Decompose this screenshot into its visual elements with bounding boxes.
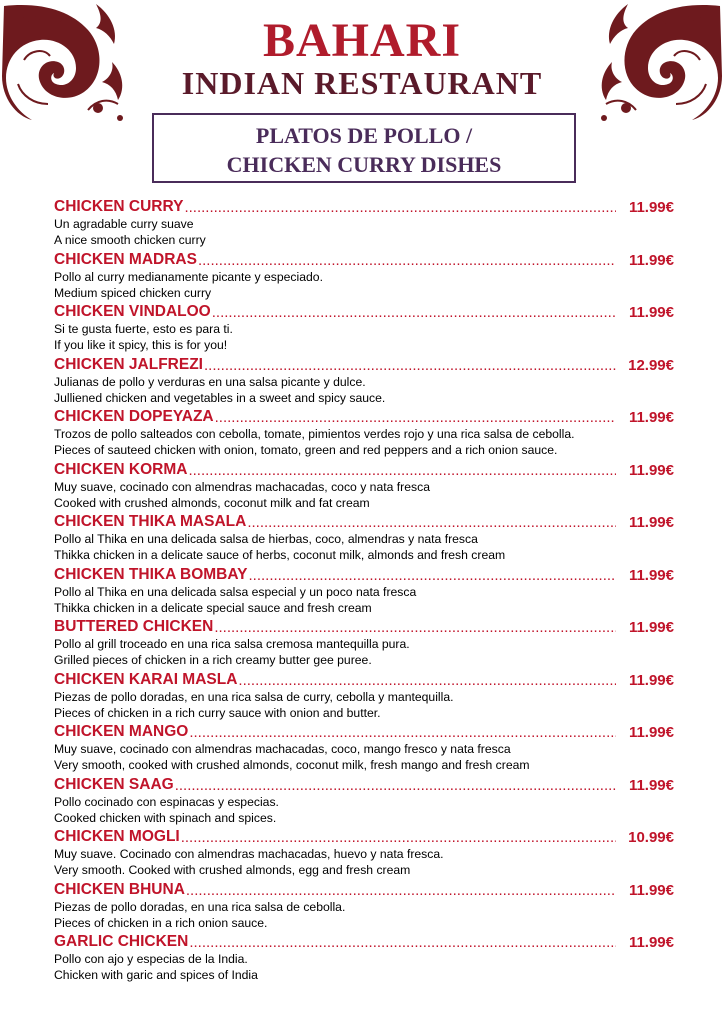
menu-item <box>54 459 674 512</box>
menu-item-price: 11.99€ <box>628 251 674 269</box>
menu-item-name: GARLIC CHICKEN <box>54 933 189 950</box>
menu-item <box>54 931 674 984</box>
menu-item-price: 11.99€ <box>628 409 674 426</box>
menu-item-description-es: Muy suave, cocinado con almendras machacadas, coco, mango fresco y nata fresca <box>54 742 511 756</box>
menu-item-description-en: Chicken with garic and spices of India <box>54 968 258 982</box>
menu-item-description-es: Piezas de pollo doradas, en una rica salsa de cebolla. <box>54 899 346 914</box>
menu-item-name: CHICKEN SAAG <box>54 775 174 793</box>
menu-item-price: 11.99€ <box>628 566 674 584</box>
menu-item-price: 11.99€ <box>628 514 674 531</box>
dot-leader <box>204 357 616 374</box>
menu-item-description-es: Un agradable curry suave <box>54 217 194 231</box>
menu-list <box>54 196 674 984</box>
menu-item <box>54 826 674 879</box>
menu-item <box>54 301 674 354</box>
menu-item-price: 10.99€ <box>628 829 674 846</box>
menu-item <box>54 616 674 669</box>
menu-item-header <box>54 354 674 374</box>
menu-item-header <box>54 879 674 899</box>
restaurant-name: BAHARI <box>262 14 462 67</box>
menu-item-name: CHICKEN DOPEYAZA <box>54 408 214 425</box>
menu-item-price: 11.99€ <box>628 934 674 951</box>
dot-leader <box>198 252 616 269</box>
menu-item-price: 11.99€ <box>628 619 674 636</box>
menu-item-name: CHICKEN MANGO <box>54 723 189 740</box>
dot-leader <box>186 882 616 899</box>
dot-leader <box>175 777 616 794</box>
dot-leader <box>181 829 616 846</box>
menu-item-description-en: Medium spiced chicken curry <box>54 285 212 300</box>
menu-item-description-es: Muy suave, cocinado con almendras machacadas, coco y nata fresca <box>54 479 430 494</box>
menu-item-name: CHICKEN MOGLI <box>54 828 180 845</box>
menu-item <box>54 564 674 617</box>
menu-item-name: CHICKEN MADRAS <box>54 250 197 268</box>
menu-item-header <box>54 406 674 426</box>
menu-item-name: CHICKEN THIKA BOMBAY <box>54 565 248 583</box>
menu-item-header <box>54 459 674 479</box>
menu-item-description-en: Cooked chicken with spinach and spices. <box>54 810 277 825</box>
menu-item-description-es: Pollo con ajo y especias de la India. <box>54 952 248 966</box>
menu-item-description-en: If you like it spicy, this is for you! <box>54 338 228 352</box>
menu-item <box>54 249 674 302</box>
menu-item-description-en: Pieces of chicken in a rich onion sauce. <box>54 915 268 930</box>
menu-item-name: CHICKEN VINDALOO <box>54 303 211 320</box>
menu-item-description-es: Piezas de pollo doradas, en una rica salsa de curry, cebolla y mantequilla. <box>54 689 454 704</box>
menu-item <box>54 669 674 722</box>
menu-item <box>54 879 674 932</box>
menu-item-header <box>54 931 674 951</box>
dot-leader <box>184 199 616 216</box>
menu-item-header <box>54 301 674 321</box>
section-title-box <box>152 113 576 183</box>
menu-item-description-en: Pieces of chicken in a rich curry sauce with onion and butter. <box>54 705 381 720</box>
dot-leader <box>212 304 616 321</box>
menu-item <box>54 354 674 407</box>
menu-item-header <box>54 774 674 794</box>
menu-item-price: 11.99€ <box>628 304 674 321</box>
dot-leader <box>189 934 616 951</box>
menu-item-description-es: Pollo al Thika en una delicada salsa de hierbas, coco, almendras y nata fresca <box>54 532 478 546</box>
menu-item-header <box>54 616 674 636</box>
dot-leader <box>238 672 616 689</box>
menu-item-description-en: Grilled pieces of chicken in a rich creamy butter gee puree. <box>54 653 372 667</box>
menu-item-price: 11.99€ <box>628 776 674 794</box>
dot-leader <box>247 514 616 531</box>
menu-item-description-en: A nice smooth chicken curry <box>54 233 206 247</box>
menu-item-price: 11.99€ <box>628 199 674 216</box>
menu-item-name: CHICKEN CURRY <box>54 198 184 215</box>
menu-item-description-en: Cooked with crushed almonds, coconut milk and fat cream <box>54 495 370 510</box>
menu-item <box>54 774 674 827</box>
dot-leader <box>248 567 616 584</box>
menu-item-header <box>54 826 674 846</box>
menu-item-name: CHICKEN THIKA MASALA <box>54 513 247 530</box>
menu-item-price: 11.99€ <box>628 671 674 689</box>
menu-item-price: 11.99€ <box>628 881 674 899</box>
menu-item-header <box>54 511 674 531</box>
menu-item <box>54 406 674 459</box>
dot-leader <box>214 619 616 636</box>
menu-item-description-en: Very smooth, cooked with crushed almonds, coconut milk, fresh mango and fresh cream <box>54 758 530 772</box>
menu-item <box>54 196 674 249</box>
menu-item-description-en: Thikka chicken in a delicate sauce of herbs, coconut milk, almonds and fresh cream <box>54 548 506 562</box>
menu-item-description-es: Julianas de pollo y verduras en una salsa picante y dulce. <box>54 374 366 389</box>
menu-item-header <box>54 721 674 741</box>
menu-item-header <box>54 669 674 689</box>
dot-leader <box>215 409 616 426</box>
menu-item-description-es: Pollo al curry medianamente picante y especiado. <box>54 269 323 284</box>
menu-item-description-es: Pollo cocinado con espinacas y especias. <box>54 794 279 809</box>
menu-item-price: 11.99€ <box>628 461 674 479</box>
section-title-spanish: PLATOS DE POLLO / <box>255 123 473 148</box>
menu-item-description-es: Si te gusta fuerte, esto es para ti. <box>54 322 233 336</box>
menu-item-header <box>54 196 674 216</box>
menu-item-description-en: Julliened chicken and vegetables in a sweet and spicy sauce. <box>54 390 386 405</box>
menu-item-description-es: Pollo al Thika en una delicada salsa especial y un poco nata fresca <box>54 584 417 599</box>
menu-item-description-es: Muy suave. Cocinado con almendras machacadas, huevo y nata fresca. <box>54 847 444 861</box>
menu-item-name: CHICKEN JALFREZI <box>54 355 203 373</box>
section-title-english: CHICKEN CURRY DISHES <box>226 152 502 177</box>
menu-item-description-es: Trozos de pollo salteados con cebolla, tomate, pimientos verdes rojo y una rica salsa de cebolla. <box>54 427 575 441</box>
dot-leader <box>188 462 616 479</box>
menu-item-description-en: Very smooth. Cooked with crushed almonds, egg and fresh cream <box>54 863 411 877</box>
menu-item-price: 12.99€ <box>628 356 674 374</box>
menu-item-name: BUTTERED CHICKEN <box>54 618 214 635</box>
restaurant-subtitle: INDIAN RESTAURANT <box>181 65 543 101</box>
menu-item-name: CHICKEN KARAI MASLA <box>54 670 238 688</box>
menu-item-description-en: Pieces of sauteed chicken with onion, tomato, green and red peppers and a rich onion sauce. <box>54 443 558 457</box>
dot-leader <box>189 724 616 741</box>
menu-item-description-en: Thikka chicken in a delicate special sauce and fresh cream <box>54 600 372 615</box>
menu-item-name: CHICKEN KORMA <box>54 460 188 478</box>
menu-item-name: CHICKEN BHUNA <box>54 880 185 898</box>
menu-item-price: 11.99€ <box>628 724 674 741</box>
menu-item-header <box>54 249 674 269</box>
menu-item <box>54 511 674 564</box>
menu-item <box>54 721 674 774</box>
menu-item-header <box>54 564 674 584</box>
menu-item-description-es: Pollo al grill troceado en una rica salsa cremosa mantequilla pura. <box>54 637 410 651</box>
